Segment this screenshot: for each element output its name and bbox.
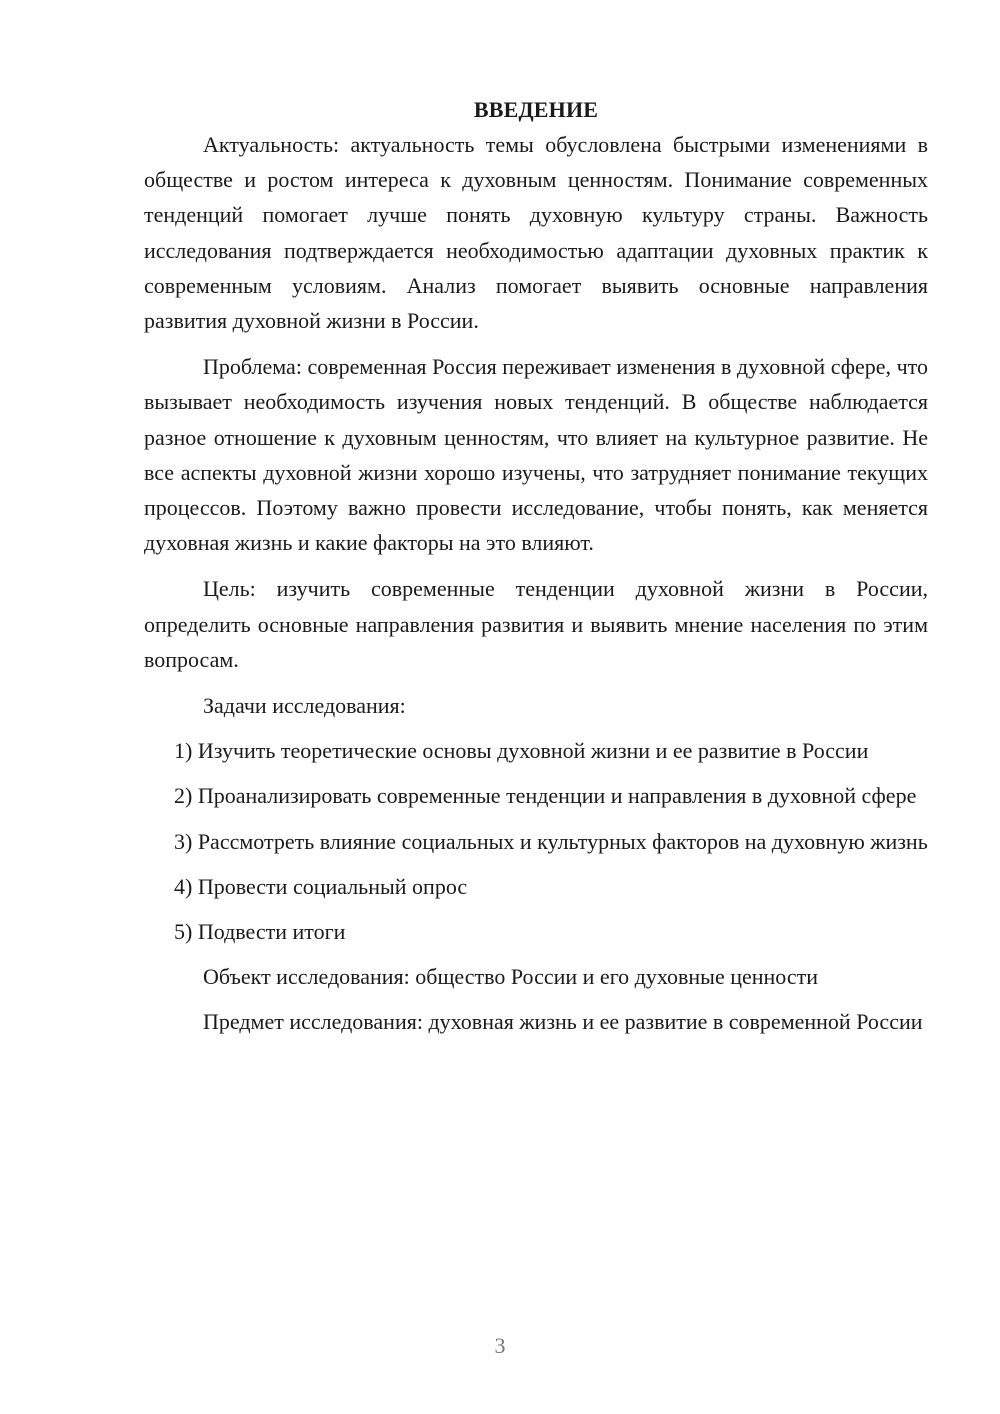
task-item: 2) Проанализировать современные тенденции и направления в духовной сфере: [174, 783, 917, 809]
paragraph-goal: Цель: изучить современные тенденции духовной жизни в России, определить основные направления развития и выявить мнение населения по этим вопросам.: [144, 576, 928, 672]
task-item: 4) Провести социальный опрос: [174, 873, 468, 899]
task-item: 1) Изучить теоретические основы духовной жизни и ее развитие в России: [174, 738, 869, 764]
research-subject: Предмет исследования: духовная жизнь и ее развитие в современной России: [203, 1009, 923, 1035]
task-item: 3) Рассмотреть влияние социальных и культурных факторов на духовную жизнь: [174, 828, 928, 854]
task-item: 5) Подвести итоги: [174, 919, 346, 945]
page-title: ВВЕДЕНИЕ: [473, 97, 599, 122]
paragraph-problem: Проблема: современная Россия переживает изменения в духовной сфере, что вызывает необходимость изучения новых тенденций. В обществе наблюдается разное отношение к духовным ценностям, что влияет на культурное развитие. Не все аспекты духовной жизни хорошо изучены, что затрудняет понимание текущих процессов. Поэтому важно провести исследование, чтобы понять, как меняется духовная жизнь и какие факторы на это влияют.: [144, 354, 928, 556]
research-object: Объект исследования: общество России и его духовные ценности: [203, 964, 819, 990]
paragraph-actuality: Актуальность: актуальность темы обусловлена быстрыми изменениями в обществе и ростом интереса к духовным ценностям. Понимание современных тенденций помогает лучше понять духовную культуру страны. Важность исследования подтверждается необходимостью адаптации духовных практик к современным условиям. Анализ помогает выявить основные направления развития духовной жизни в России.: [144, 132, 928, 334]
page-number: 3: [494, 1333, 506, 1358]
tasks-heading: Задачи исследования:: [203, 693, 406, 719]
page-content: [144, 92, 928, 1040]
